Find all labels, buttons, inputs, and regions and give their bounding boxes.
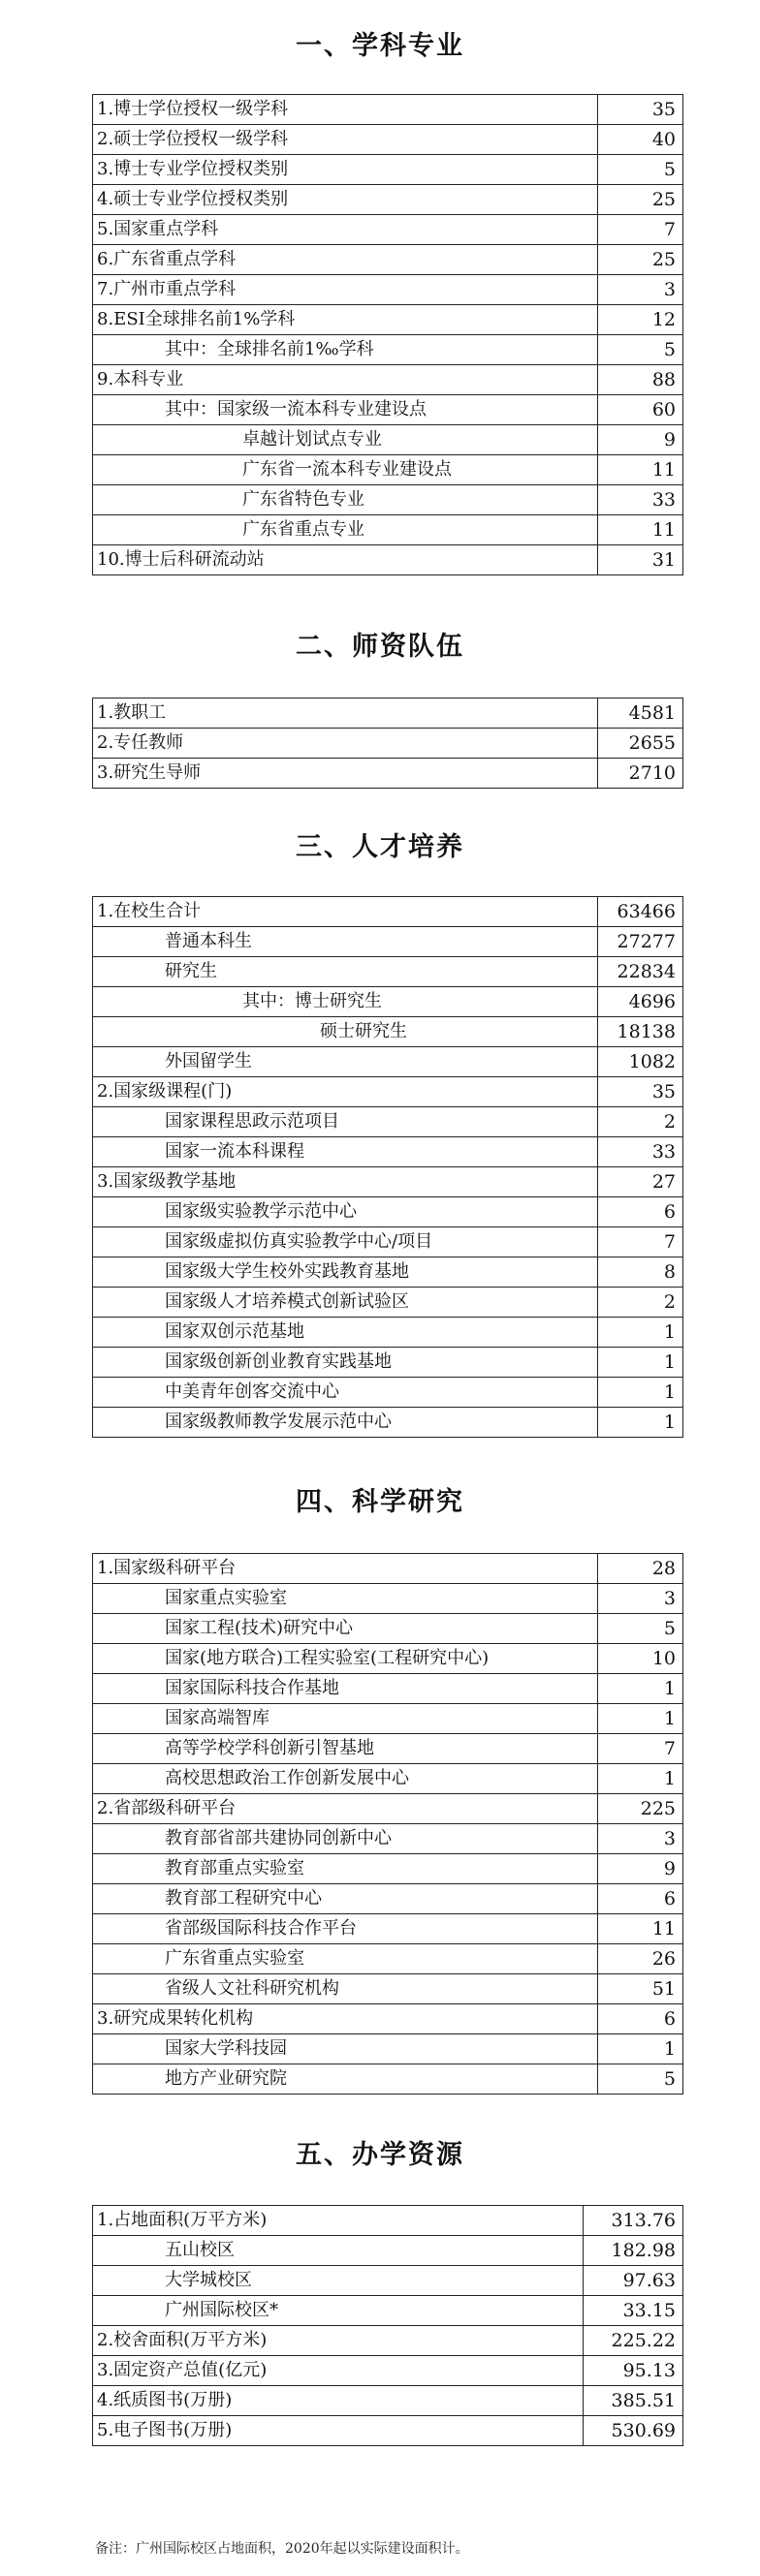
table-row [93,1017,683,1047]
table-row [93,125,683,155]
table-row [93,897,683,927]
row-value: 5 [598,2064,683,2095]
row-value: 51 [598,1974,683,2004]
row-label: 国家级虚拟仿真实验教学中心/项目 [93,1227,598,1257]
table-row [93,2034,683,2064]
table-row [93,2064,683,2095]
row-label: 2.专任教师 [93,729,598,759]
row-value: 33 [598,485,683,515]
row-label: 广东省一流本科专业建设点 [93,455,598,485]
row-label: 1.占地面积(万平方米) [93,2206,584,2236]
row-value: 1 [598,1674,683,1704]
table-row [93,1408,683,1438]
row-value: 88 [598,365,683,395]
row-label: 其中：全球排名前1‰学科 [93,335,598,365]
row-value: 1 [598,1764,683,1794]
row-value: 1 [598,2034,683,2064]
table-row [93,1227,683,1257]
table-row [93,485,683,515]
row-label: 2.校舍面积(万平方米) [93,2326,584,2356]
table-row [93,2386,683,2416]
table-row [93,1644,683,1674]
table-row [93,1824,683,1854]
table-row [93,425,683,455]
row-label: 国家级创新创业教育实践基地 [93,1348,598,1378]
stats-table-disciplines [92,94,683,575]
row-label: 5.电子图书(万册) [93,2416,584,2446]
row-value: 7 [598,215,683,245]
row-value: 25 [598,185,683,215]
row-label: 9.本科专业 [93,365,598,395]
row-value: 18138 [598,1017,683,1047]
row-label: 国家级教师教学发展示范中心 [93,1408,598,1438]
section-title-faculty: 二、师资队伍 [296,632,464,662]
table-row [93,185,683,215]
section-title-disciplines: 一、学科专业 [296,31,464,61]
row-label: 广东省重点专业 [93,515,598,545]
row-value: 40 [598,125,683,155]
row-label: 国家双创示范基地 [93,1318,598,1348]
row-label: 国家(地方联合)工程实验室(工程研究中心) [93,1644,598,1674]
row-label: 2.国家级课程(门) [93,1077,598,1107]
row-value: 2655 [598,729,683,759]
row-value: 95.13 [584,2356,683,2386]
row-value: 3 [598,1824,683,1854]
table-row [93,1614,683,1644]
row-value: 182.98 [584,2236,683,2266]
row-value: 313.76 [584,2206,683,2236]
row-label: 3.国家级教学基地 [93,1167,598,1197]
table-row [93,2296,683,2326]
row-value: 1082 [598,1047,683,1077]
row-value: 7 [598,1227,683,1257]
row-label: 广州国际校区* [93,2296,584,2326]
row-value: 4581 [598,698,683,729]
table-row [93,2416,683,2446]
table-row [93,2266,683,2296]
table-row [93,275,683,305]
row-label: 2.硕士学位授权一级学科 [93,125,598,155]
table-row [93,95,683,125]
row-value: 26 [598,1944,683,1974]
table-row [93,1288,683,1318]
table-row [93,515,683,545]
table-row [93,2236,683,2266]
row-value: 27 [598,1167,683,1197]
table-row [93,215,683,245]
row-value: 1 [598,1704,683,1734]
row-label: 8.ESI全球排名前1%学科 [93,305,598,335]
row-label: 广东省特色专业 [93,485,598,515]
row-value: 7 [598,1734,683,1764]
table-row [93,2206,683,2236]
row-label: 研究生 [93,957,598,987]
table-row [93,395,683,425]
row-label: 国家重点实验室 [93,1584,598,1614]
row-label: 国家一流本科课程 [93,1137,598,1167]
section-title-education: 三、人才培养 [296,832,464,862]
row-value: 33.15 [584,2296,683,2326]
table-row [93,365,683,395]
row-label: 广东省重点实验室 [93,1944,598,1974]
row-label: 中美青年创客交流中心 [93,1378,598,1408]
row-label: 国家课程思政示范项目 [93,1107,598,1137]
table-row [93,1137,683,1167]
row-value: 35 [598,95,683,125]
row-label: 五山校区 [93,2236,584,2266]
table-row [93,1674,683,1704]
table-row [93,1348,683,1378]
row-value: 60 [598,395,683,425]
table-row [93,1554,683,1584]
row-value: 97.63 [584,2266,683,2296]
row-label: 卓越计划试点专业 [93,425,598,455]
table-row [93,1378,683,1408]
row-value: 1 [598,1318,683,1348]
row-label: 硕士研究生 [93,1017,598,1047]
row-label: 3.固定资产总值(亿元) [93,2356,584,2386]
row-value: 31 [598,545,683,575]
row-value: 3 [598,1584,683,1614]
table-row [93,1257,683,1288]
table-row [93,455,683,485]
row-value: 35 [598,1077,683,1107]
row-value: 2710 [598,759,683,789]
row-label: 高等学校学科创新引智基地 [93,1734,598,1764]
table-row [93,305,683,335]
table-row [93,1197,683,1227]
table-row [93,245,683,275]
row-value: 225 [598,1794,683,1824]
row-value: 22834 [598,957,683,987]
row-value: 10 [598,1644,683,1674]
row-value: 225.22 [584,2326,683,2356]
row-value: 2 [598,1288,683,1318]
table-row [93,1077,683,1107]
row-label: 3.研究成果转化机构 [93,2004,598,2034]
table-row [93,1704,683,1734]
row-label: 4.硕士专业学位授权类别 [93,185,598,215]
row-label: 1.博士学位授权一级学科 [93,95,598,125]
table-row [93,1107,683,1137]
table-row [93,1974,683,2004]
row-label: 2.省部级科研平台 [93,1794,598,1824]
table-row [93,729,683,759]
row-label: 5.国家重点学科 [93,215,598,245]
row-label: 3.博士专业学位授权类别 [93,155,598,185]
row-value: 5 [598,1614,683,1644]
row-value: 2 [598,1107,683,1137]
row-label: 普通本科生 [93,927,598,957]
row-label: 其中：国家级一流本科专业建设点 [93,395,598,425]
table-row [93,335,683,365]
row-label: 国家级人才培养模式创新试验区 [93,1288,598,1318]
row-value: 530.69 [584,2416,683,2446]
section-title-resources: 五、办学资源 [296,2140,464,2170]
table-row [93,927,683,957]
table-row [93,2356,683,2386]
row-value: 9 [598,1854,683,1884]
row-label: 10.博士后科研流动站 [93,545,598,575]
row-value: 6 [598,2004,683,2034]
row-value: 11 [598,455,683,485]
row-label: 省级人文社科研究机构 [93,1974,598,2004]
row-label: 7.广州市重点学科 [93,275,598,305]
row-value: 5 [598,335,683,365]
row-label: 外国留学生 [93,1047,598,1077]
row-value: 1 [598,1348,683,1378]
row-label: 国家高端智库 [93,1704,598,1734]
table-row [93,698,683,729]
table-row [93,987,683,1017]
row-value: 63466 [598,897,683,927]
stats-table-education [92,896,683,1438]
table-row [93,2326,683,2356]
row-label: 3.研究生导师 [93,759,598,789]
stats-table-research [92,1553,683,2095]
row-value: 385.51 [584,2386,683,2416]
row-label: 国家级大学生校外实践教育基地 [93,1257,598,1288]
row-label: 地方产业研究院 [93,2064,598,2095]
row-value: 12 [598,305,683,335]
table-row [93,759,683,789]
row-label: 教育部工程研究中心 [93,1884,598,1914]
row-value: 8 [598,1257,683,1288]
row-value: 6 [598,1884,683,1914]
section-title-research: 四、科学研究 [296,1487,464,1517]
row-label: 高校思想政治工作创新发展中心 [93,1764,598,1794]
row-value: 4696 [598,987,683,1017]
row-value: 1 [598,1378,683,1408]
row-label: 省部级国际科技合作平台 [93,1914,598,1944]
row-value: 27277 [598,927,683,957]
row-value: 11 [598,1914,683,1944]
row-value: 1 [598,1408,683,1438]
table-row [93,1854,683,1884]
row-value: 6 [598,1197,683,1227]
row-label: 1.教职工 [93,698,598,729]
table-row [93,1318,683,1348]
row-label: 1.国家级科研平台 [93,1554,598,1584]
row-label: 国家工程(技术)研究中心 [93,1614,598,1644]
table-row [93,1914,683,1944]
table-row [93,957,683,987]
row-value: 11 [598,515,683,545]
row-label: 国家国际科技合作基地 [93,1674,598,1704]
row-label: 教育部重点实验室 [93,1854,598,1884]
row-label: 教育部省部共建协同创新中心 [93,1824,598,1854]
row-value: 3 [598,275,683,305]
row-value: 28 [598,1554,683,1584]
table-row [93,1584,683,1614]
table-row [93,1764,683,1794]
row-value: 33 [598,1137,683,1167]
table-row [93,1734,683,1764]
table-row [93,1884,683,1914]
table-row [93,1167,683,1197]
table-row [93,545,683,575]
row-label: 其中：博士研究生 [93,987,598,1017]
table-row [93,1794,683,1824]
row-value: 5 [598,155,683,185]
stats-table-faculty [92,698,683,789]
footnote: 备注：广州国际校区占地面积，2020年起以实际建设面积计。 [95,2541,469,2557]
table-row [93,1944,683,1974]
table-row [93,2004,683,2034]
row-label: 6.广东省重点学科 [93,245,598,275]
row-value: 25 [598,245,683,275]
row-label: 1.在校生合计 [93,897,598,927]
table-row [93,155,683,185]
row-label: 大学城校区 [93,2266,584,2296]
row-label: 国家大学科技园 [93,2034,598,2064]
row-label: 国家级实验教学示范中心 [93,1197,598,1227]
table-row [93,1047,683,1077]
stats-table-resources [92,2205,683,2446]
row-value: 9 [598,425,683,455]
row-label: 4.纸质图书(万册) [93,2386,584,2416]
